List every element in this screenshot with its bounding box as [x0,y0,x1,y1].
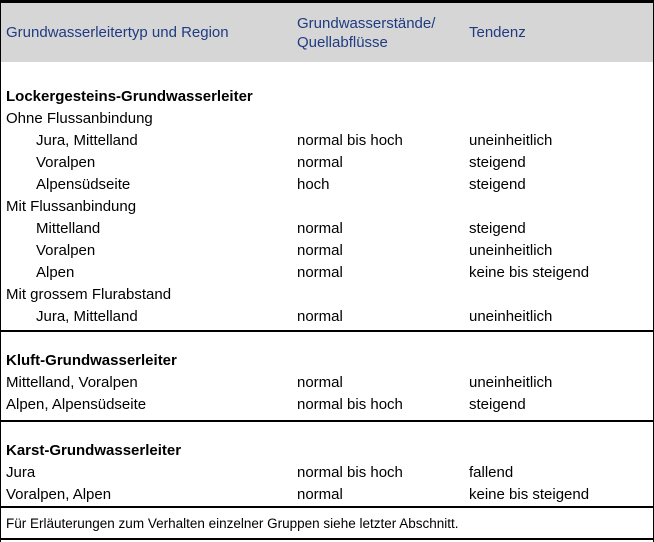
header-trend: Tendenz [469,24,526,41]
trend-cell: uneinheitlich [469,242,553,259]
region-row-label-cell: Voralpen [36,154,96,171]
region-row-label-cell: Alpensüdseite [36,176,131,193]
level-cell: normal [297,242,343,259]
section-title-label-cell: Lockergesteins-Grundwasserleiter [6,88,253,105]
level-cell: normal bis hoch [297,464,403,481]
trend-cell: uneinheitlich [469,374,553,391]
trend-cell [469,284,653,306]
level-cell: normal [297,154,343,171]
group-row [1,196,653,218]
region-row [1,240,653,262]
level-cell [297,108,469,130]
level-cell [297,196,469,218]
region-row [1,152,653,174]
region-row [1,372,653,394]
region-row-label-cell: Alpen [36,264,75,281]
level-cell: normal bis hoch [297,132,403,149]
region-row [1,174,653,196]
header-groundwater-levels-line2: Quellabflüsse [297,33,388,51]
trend-cell: keine bis steigend [469,264,590,281]
region-row-label-cell: Voralpen [36,242,96,259]
level-cell: normal [297,486,343,503]
region-row-label-cell: Jura, Mittelland [36,308,138,325]
level-cell [297,350,469,372]
level-cell [297,284,469,306]
trend-cell [469,350,653,372]
group-row [1,284,653,306]
trend-cell: steigend [469,154,526,171]
header-aquifer-type-region: Grundwasserleitertyp und Region [6,24,229,41]
trend-cell: keine bis steigend [469,486,590,503]
footer-note: Für Erläuterungen zum Verhalten einzelner Gruppen siehe letzter Abschnitt. [1,506,653,540]
trend-cell: uneinheitlich [469,132,553,149]
region-row-label-cell: Voralpen, Alpen [6,486,112,503]
trend-cell [469,108,653,130]
trend-cell: steigend [469,176,526,193]
group-row-label-cell: Ohne Flussanbindung [6,110,153,127]
region-row-label-cell: Mittelland [36,220,101,237]
trend-cell [469,440,653,462]
level-cell: normal [297,308,343,325]
region-row [1,130,653,152]
region-row-label-cell: Alpen, Alpensüdseite [6,396,147,413]
trend-cell: uneinheitlich [469,308,553,325]
section-title [1,86,653,108]
header-groundwater-levels-line1: Grundwasserstände/ [297,14,436,32]
table-header-row [1,3,653,62]
region-row-label-cell: Jura, Mittelland [36,132,138,149]
region-row [1,484,653,506]
trend-cell [469,86,653,108]
region-row [1,218,653,240]
level-cell [297,440,469,462]
group-row-label-cell: Mit Flussanbindung [6,198,137,215]
level-cell: normal [297,374,343,391]
table-body [1,62,653,542]
trend-cell: steigend [469,220,526,237]
section-title [1,440,653,462]
header-groundwater-levels [297,14,469,52]
level-cell [297,86,469,108]
section-title-label-cell: Kluft-Grundwasserleiter [6,352,177,369]
level-cell: normal [297,220,343,237]
section-divider [1,330,653,332]
level-cell: hoch [297,176,330,193]
section-title-label-cell: Karst-Grundwasserleiter [6,442,182,459]
trend-cell: fallend [469,464,514,481]
region-row [1,462,653,484]
section-divider [1,420,653,422]
level-cell: normal [297,264,343,281]
group-row-label-cell: Mit grossem Flurabstand [6,286,172,303]
section-title [1,350,653,372]
level-cell: normal bis hoch [297,396,403,413]
region-row-label-cell: Jura [6,464,36,481]
trend-cell [469,196,653,218]
trend-cell: steigend [469,396,526,413]
region-row [1,306,653,328]
region-row [1,394,653,416]
group-row [1,108,653,130]
region-row [1,262,653,284]
region-row-label-cell: Mittelland, Voralpen [6,374,138,391]
